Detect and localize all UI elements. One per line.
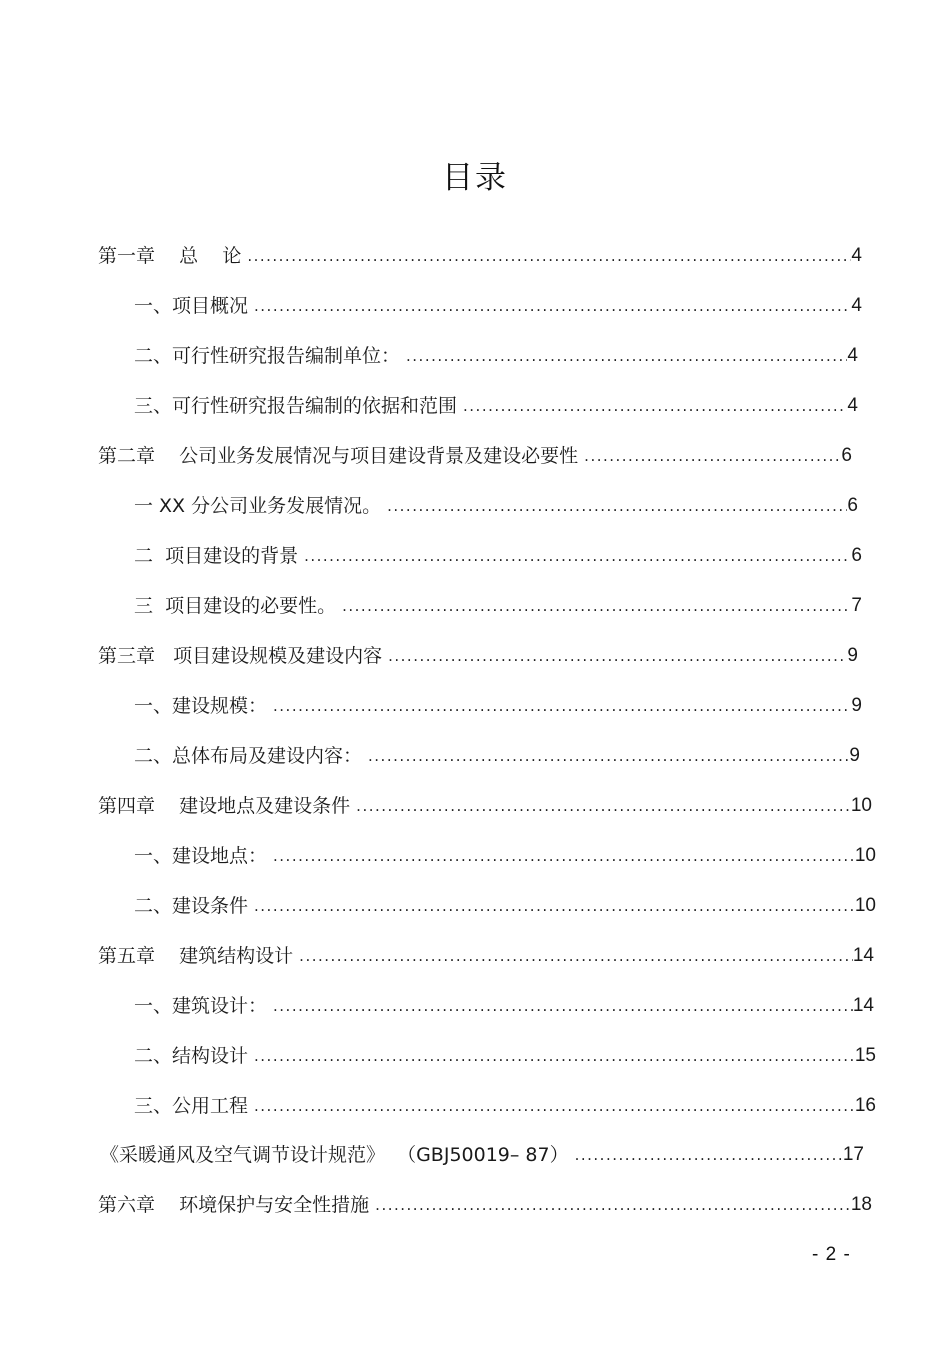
toc-entry-chapter-4[interactable] bbox=[98, 791, 872, 821]
toc-entry-page: 4 bbox=[851, 295, 862, 316]
dot-leader bbox=[584, 441, 841, 471]
toc-entry-label: 第一章 总 论 bbox=[98, 245, 242, 267]
toc-entry-section[interactable] bbox=[134, 1041, 876, 1071]
toc-entry-page: 18 bbox=[850, 1194, 872, 1215]
toc-entry-label: 二、结构设计 bbox=[134, 1045, 249, 1067]
dot-leader bbox=[247, 241, 851, 271]
toc-entry-page: 4 bbox=[847, 345, 858, 366]
toc-entry-page: 10 bbox=[850, 795, 872, 816]
toc-entry-page: 9 bbox=[847, 645, 858, 666]
toc-entry-label: 二、总体布局及建设内容： bbox=[134, 745, 363, 767]
dot-leader bbox=[273, 991, 853, 1021]
toc-entry-label: 一、项目概况 bbox=[134, 295, 249, 317]
dot-leader bbox=[273, 691, 851, 721]
toc-entry-label: 一、建筑设计： bbox=[134, 995, 268, 1017]
toc-entry-page: 15 bbox=[854, 1045, 876, 1066]
toc-entry-section[interactable] bbox=[134, 741, 860, 771]
toc-entry-page: 16 bbox=[854, 1095, 876, 1116]
dot-leader bbox=[342, 591, 851, 621]
dot-leader bbox=[387, 491, 847, 521]
toc-entry-chapter-5[interactable] bbox=[98, 941, 874, 971]
dot-leader bbox=[356, 791, 851, 821]
toc-entry-section[interactable] bbox=[134, 541, 862, 571]
dot-leader bbox=[254, 1091, 855, 1121]
page-title: 目录 bbox=[442, 160, 508, 196]
toc-entry-page: 6 bbox=[851, 545, 862, 566]
toc-entry-label: 一 XX 分公司业务发展情况。 bbox=[134, 495, 382, 517]
toc-entry-section[interactable] bbox=[134, 841, 876, 871]
toc-entry-label: 二 项目建设的背景 bbox=[134, 545, 299, 567]
page-number: - 2 - bbox=[812, 1244, 851, 1265]
toc-entry-page: 6 bbox=[847, 495, 858, 516]
toc-entry-label: 第二章 公司业务发展情况与项目建设背景及建设必要性 bbox=[98, 445, 579, 467]
dot-leader bbox=[463, 391, 847, 421]
dot-leader bbox=[575, 1140, 843, 1170]
dot-leader bbox=[375, 1190, 851, 1220]
dot-leader bbox=[254, 891, 855, 921]
toc-entry-page: 4 bbox=[847, 395, 858, 416]
dot-leader bbox=[254, 1041, 855, 1071]
dot-leader bbox=[388, 641, 847, 671]
toc-entry-page: 10 bbox=[854, 845, 876, 866]
dot-leader bbox=[368, 741, 849, 771]
toc-entry-label: 二、可行性研究报告编制单位： bbox=[134, 345, 401, 367]
toc-entry-label: 《采暖通风及空气调节设计规范》 （GBJ50019– 87） bbox=[100, 1144, 569, 1166]
toc-entry-section[interactable] bbox=[134, 341, 858, 371]
toc-entry-label: 第三章 项目建设规模及建设内容 bbox=[98, 645, 383, 667]
toc-entry-chapter-1[interactable] bbox=[98, 241, 862, 271]
toc-entry-chapter-6[interactable] bbox=[98, 1190, 872, 1220]
dot-leader bbox=[273, 841, 855, 871]
toc-entry-label: 第五章 建筑结构设计 bbox=[98, 945, 294, 967]
toc-entry-page: 10 bbox=[854, 895, 876, 916]
toc-entry-page: 14 bbox=[852, 995, 874, 1016]
toc-entry-section[interactable] bbox=[134, 291, 862, 321]
toc-entry-label: 一、建设规模： bbox=[134, 695, 268, 717]
toc-entry-section[interactable] bbox=[134, 1091, 876, 1121]
toc-entry-page: 7 bbox=[851, 595, 862, 616]
dot-leader bbox=[406, 341, 847, 371]
toc-entry-section[interactable] bbox=[134, 891, 876, 921]
toc-entry-page: 17 bbox=[842, 1144, 864, 1165]
toc-entry-chapter-2[interactable] bbox=[98, 441, 852, 471]
toc-entry-page: 14 bbox=[852, 945, 874, 966]
toc-entry-page: 9 bbox=[851, 695, 862, 716]
toc-entry-page: 6 bbox=[841, 445, 852, 466]
toc-entry-chapter-3[interactable] bbox=[98, 641, 858, 671]
toc-entry-label: 三、公用工程 bbox=[134, 1095, 249, 1117]
toc-entry-label: 第六章 环境保护与安全性措施 bbox=[98, 1194, 370, 1216]
toc-entry-section[interactable] bbox=[134, 691, 862, 721]
toc-entry-label: 三 项目建设的必要性。 bbox=[134, 595, 337, 617]
toc-entry-label: 三、可行性研究报告编制的依据和范围 bbox=[134, 395, 458, 417]
dot-leader bbox=[299, 941, 853, 971]
toc-entry-section[interactable] bbox=[134, 591, 862, 621]
toc-entry-label: 二、建设条件 bbox=[134, 895, 249, 917]
toc-entry-label: 第四章 建设地点及建设条件 bbox=[98, 795, 351, 817]
toc-entry-section[interactable] bbox=[134, 991, 874, 1021]
toc-entry-section[interactable] bbox=[134, 491, 858, 521]
toc-entry-page: 9 bbox=[849, 745, 860, 766]
dot-leader bbox=[254, 291, 851, 321]
toc-entry-standard-reference[interactable] bbox=[100, 1140, 864, 1170]
dot-leader bbox=[304, 541, 851, 571]
toc-entry-section[interactable] bbox=[134, 391, 858, 421]
toc-entry-label: 一、建设地点： bbox=[134, 845, 268, 867]
toc-entry-page: 4 bbox=[851, 245, 862, 266]
